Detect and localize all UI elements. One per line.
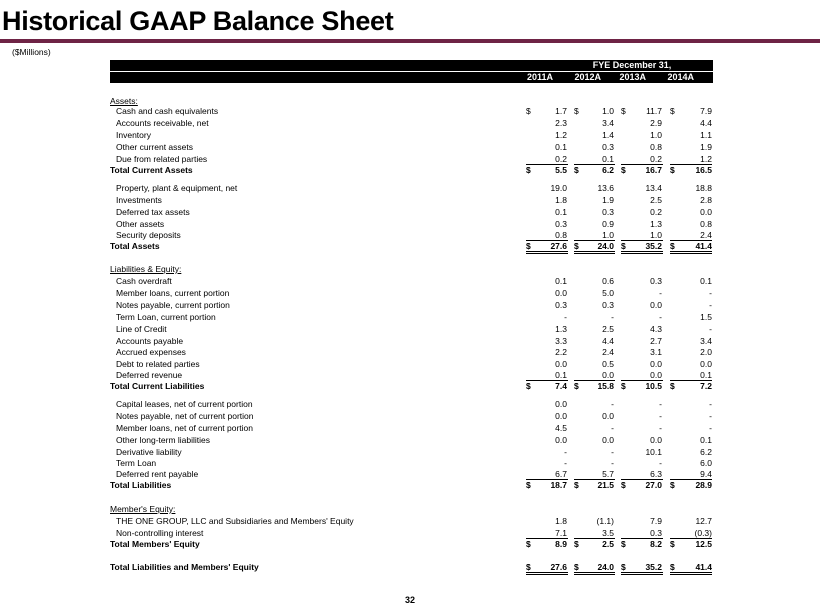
table-row (0, 130, 820, 141)
value-cell-2013A: 11.7 (646, 106, 662, 116)
value-cell-2011A: 1.3 (555, 324, 567, 334)
value-cell-2012A: 2.4 (602, 347, 614, 357)
dollar-sign: $ (526, 241, 531, 251)
value-cell-2014A: 7.9 (700, 106, 712, 116)
row-label: Total Liabilities and Members' Equity (110, 562, 259, 572)
dollar-sign: $ (526, 480, 531, 490)
value-cell-2011A: 2.3 (555, 118, 567, 128)
dollar-sign: $ (526, 106, 531, 116)
value-cell-2011A: - (564, 447, 567, 457)
value-cell-2012A: 1.0 (602, 106, 614, 116)
value-cell-2014A: 0.1 (700, 370, 712, 380)
section-header (0, 504, 820, 515)
value-cell-2012A: 0.5 (602, 359, 614, 369)
value-cell-2012A: 5.0 (602, 288, 614, 298)
table-row (0, 288, 820, 299)
value-cell-2014A: 41.4 (695, 241, 712, 251)
value-cell-2014A: - (709, 399, 712, 409)
table-row (0, 516, 820, 527)
row-label: Term Loan (116, 458, 157, 468)
value-cell-2011A: 4.5 (555, 423, 567, 433)
value-cell-2014A: 16.5 (695, 165, 712, 175)
value-cell-2011A: 0.2 (555, 154, 567, 164)
row-label: Total Current Liabilities (110, 381, 205, 391)
year-header-2014: 2014A (667, 72, 694, 82)
row-label: Deferred revenue (116, 370, 183, 380)
year-header-2013: 2013A (619, 72, 646, 82)
row-label: Accounts receivable, net (116, 118, 209, 128)
table-row (0, 399, 820, 410)
period-header-label: FYE December 31, (592, 60, 672, 70)
value-cell-2013A: 2.7 (650, 336, 662, 346)
row-label: Other long-term liabilities (116, 435, 211, 445)
row-label: Due from related parties (116, 154, 208, 164)
dollar-sign: $ (574, 165, 579, 175)
row-label: Member loans, current portion (116, 288, 230, 298)
value-cell-2014A: 6.0 (700, 458, 712, 468)
row-label: Assets: (110, 96, 138, 106)
value-cell-2014A: 6.2 (700, 447, 712, 457)
table-row (0, 336, 820, 347)
value-cell-2014A: (0.3) (694, 528, 712, 538)
row-label: Total Liabilities (110, 480, 172, 490)
dollar-sign: $ (670, 381, 675, 391)
value-cell-2014A: 2.0 (700, 347, 712, 357)
value-cell-2012A: - (611, 312, 614, 322)
value-cell-2011A: 7.1 (555, 528, 567, 538)
value-cell-2012A: 0.6 (602, 276, 614, 286)
value-cell-2012A: 5.7 (602, 469, 614, 479)
dollar-sign: $ (526, 165, 531, 175)
row-label: Property, plant & equipment, net (116, 183, 238, 193)
value-cell-2011A: 1.2 (555, 130, 567, 140)
year-header-2011: 2011A (526, 72, 553, 82)
dollar-sign: $ (670, 539, 675, 549)
row-label: Cash and cash equivalents (116, 106, 219, 116)
value-cell-2012A: 1.9 (602, 195, 614, 205)
value-cell-2013A: 0.0 (650, 435, 662, 445)
value-cell-2011A: 0.0 (555, 399, 567, 409)
row-label: Notes payable, current portion (116, 300, 230, 310)
value-cell-2013A: 3.1 (650, 347, 662, 357)
value-cell-2013A: 2.5 (650, 195, 662, 205)
section-header (0, 264, 820, 275)
table-row (0, 142, 820, 153)
dollar-sign: $ (526, 562, 531, 572)
row-label: Total Members' Equity (110, 539, 200, 549)
row-label: Other assets (116, 219, 165, 229)
value-cell-2012A: 1.4 (602, 130, 614, 140)
value-cell-2013A: 0.2 (650, 154, 662, 164)
value-cell-2011A: 1.8 (555, 195, 567, 205)
value-cell-2013A: 16.7 (645, 165, 662, 175)
row-label: Deferred rent payable (116, 469, 199, 479)
year-header-2012: 2012A (574, 72, 601, 82)
table-row (0, 219, 820, 230)
value-cell-2011A: 18.7 (550, 480, 567, 490)
value-cell-2011A: 2.2 (555, 347, 567, 357)
value-cell-2014A: 18.8 (695, 183, 712, 193)
value-cell-2011A: 0.1 (555, 142, 567, 152)
value-cell-2014A: 7.2 (700, 381, 712, 391)
value-cell-2014A: - (709, 324, 712, 334)
value-cell-2013A: 27.0 (645, 480, 662, 490)
table-row (0, 324, 820, 335)
value-cell-2014A: 41.4 (695, 562, 712, 572)
dollar-sign: $ (574, 562, 579, 572)
value-cell-2014A: 12.7 (695, 516, 712, 526)
value-cell-2014A: - (709, 288, 712, 298)
dollar-sign: $ (621, 480, 626, 490)
value-cell-2012A: 3.4 (602, 118, 614, 128)
value-cell-2013A: 0.0 (650, 370, 662, 380)
value-cell-2012A: 0.0 (602, 435, 614, 445)
value-cell-2014A: 0.0 (700, 359, 712, 369)
value-cell-2012A: 0.3 (602, 300, 614, 310)
value-cell-2014A: 1.1 (700, 130, 712, 140)
value-cell-2012A: 0.0 (602, 411, 614, 421)
row-label: Total Assets (110, 241, 160, 251)
total-double-rule (621, 572, 663, 575)
dollar-sign: $ (621, 562, 626, 572)
total-double-rule (526, 251, 568, 254)
value-cell-2013A: 1.3 (650, 219, 662, 229)
value-cell-2012A: 24.0 (597, 562, 614, 572)
value-cell-2012A: 24.0 (597, 241, 614, 251)
table-row (0, 458, 820, 469)
value-cell-2012A: 6.2 (602, 165, 614, 175)
value-cell-2011A: 8.9 (555, 539, 567, 549)
row-label: Investments (116, 195, 162, 205)
total-double-rule (574, 251, 615, 254)
value-cell-2013A: 10.5 (645, 381, 662, 391)
value-cell-2014A: 1.2 (700, 154, 712, 164)
page-title: Historical GAAP Balance Sheet (2, 6, 394, 36)
value-cell-2011A: 0.0 (555, 435, 567, 445)
total-row (0, 480, 820, 491)
dollar-sign: $ (621, 241, 626, 251)
table-row (0, 435, 820, 446)
row-label: Other current assets (116, 142, 194, 152)
dollar-sign: $ (621, 106, 626, 116)
value-cell-2012A: 0.9 (602, 219, 614, 229)
value-cell-2011A: - (564, 312, 567, 322)
value-cell-2011A: - (564, 458, 567, 468)
value-cell-2014A: 2.8 (700, 195, 712, 205)
table-row (0, 207, 820, 218)
value-cell-2014A: 1.5 (700, 312, 712, 322)
row-label: THE ONE GROUP, LLC and Subsidiaries and Members' Equity (116, 516, 354, 526)
value-cell-2012A: - (611, 458, 614, 468)
value-cell-2011A: 19.0 (550, 183, 567, 193)
dollar-sign: $ (621, 539, 626, 549)
page-number: 32 (404, 595, 415, 605)
value-cell-2014A: 9.4 (700, 469, 712, 479)
value-cell-2014A: 28.9 (695, 480, 712, 490)
value-cell-2012A: 21.5 (597, 480, 614, 490)
value-cell-2012A: 0.3 (602, 207, 614, 217)
value-cell-2013A: 0.3 (650, 276, 662, 286)
value-cell-2012A: - (611, 447, 614, 457)
value-cell-2011A: 0.1 (555, 276, 567, 286)
value-cell-2013A: 35.2 (645, 241, 662, 251)
value-cell-2013A: - (659, 288, 662, 298)
value-cell-2011A: 0.1 (555, 370, 567, 380)
value-cell-2012A: - (611, 423, 614, 433)
table-row (0, 447, 820, 458)
dollar-sign: $ (621, 165, 626, 175)
units-label: ($Millions) (12, 47, 51, 57)
row-label: Security deposits (116, 230, 181, 240)
table-row (0, 195, 820, 206)
value-cell-2013A: 13.4 (645, 183, 662, 193)
table-row (0, 423, 820, 434)
value-cell-2014A: 0.1 (700, 276, 712, 286)
row-label: Cash overdraft (116, 276, 172, 286)
value-cell-2011A: 0.0 (555, 411, 567, 421)
total-double-rule (670, 572, 712, 575)
total-double-rule (621, 251, 663, 254)
total-row (0, 381, 820, 392)
value-cell-2014A: 2.4 (700, 230, 712, 240)
row-label: Member loans, net of current portion (116, 423, 254, 433)
value-cell-2012A: 3.5 (602, 528, 614, 538)
value-cell-2013A: 8.2 (650, 539, 662, 549)
row-label: Capital leases, net of current portion (116, 399, 253, 409)
value-cell-2011A: 0.0 (555, 359, 567, 369)
value-cell-2013A: - (659, 411, 662, 421)
table-row (0, 276, 820, 287)
table-row (0, 411, 820, 422)
dollar-sign: $ (574, 106, 579, 116)
value-cell-2013A: 35.2 (645, 562, 662, 572)
value-cell-2011A: 7.4 (555, 381, 567, 391)
row-label: Line of Credit (116, 324, 167, 334)
dollar-sign: $ (670, 165, 675, 175)
value-cell-2012A: 2.5 (602, 539, 614, 549)
value-cell-2014A: 12.5 (695, 539, 712, 549)
value-cell-2013A: 4.3 (650, 324, 662, 334)
value-cell-2011A: 3.3 (555, 336, 567, 346)
table-row (0, 359, 820, 370)
value-cell-2011A: 1.7 (555, 106, 567, 116)
row-label: Inventory (116, 130, 151, 140)
dollar-sign: $ (574, 480, 579, 490)
value-cell-2013A: 0.2 (650, 207, 662, 217)
row-label: Accounts payable (116, 336, 184, 346)
table-row (0, 183, 820, 194)
table-row (0, 300, 820, 311)
value-cell-2013A: 2.9 (650, 118, 662, 128)
total-row (0, 539, 820, 550)
value-cell-2012A: 13.6 (597, 183, 614, 193)
total-double-rule (574, 572, 615, 575)
value-cell-2013A: 7.9 (650, 516, 662, 526)
dollar-sign: $ (526, 381, 531, 391)
row-label: Liabilities & Equity: (110, 264, 182, 274)
value-cell-2011A: 1.8 (555, 516, 567, 526)
value-cell-2012A: 4.4 (602, 336, 614, 346)
row-label: Non-controlling interest (116, 528, 204, 538)
value-cell-2013A: 0.0 (650, 300, 662, 310)
value-cell-2012A: 1.0 (602, 230, 614, 240)
row-label: Accrued expenses (116, 347, 186, 357)
value-cell-2014A: 0.1 (700, 435, 712, 445)
value-cell-2011A: 0.3 (555, 219, 567, 229)
value-cell-2011A: 0.1 (555, 207, 567, 217)
value-cell-2011A: 27.6 (550, 562, 567, 572)
value-cell-2014A: 4.4 (700, 118, 712, 128)
dollar-sign: $ (670, 562, 675, 572)
value-cell-2011A: 0.8 (555, 230, 567, 240)
value-cell-2013A: 10.1 (645, 447, 662, 457)
value-cell-2014A: - (709, 411, 712, 421)
value-cell-2012A: 0.0 (602, 370, 614, 380)
value-cell-2014A: - (709, 300, 712, 310)
row-label: Deferred tax assets (116, 207, 190, 217)
value-cell-2011A: 6.7 (555, 469, 567, 479)
value-cell-2013A: - (659, 312, 662, 322)
value-cell-2013A: 6.3 (650, 469, 662, 479)
value-cell-2011A: 27.6 (550, 241, 567, 251)
value-cell-2014A: - (709, 423, 712, 433)
row-label: Notes payable, net of current portion (116, 411, 254, 421)
table-row (0, 312, 820, 323)
dollar-sign: $ (670, 480, 675, 490)
dollar-sign: $ (670, 241, 675, 251)
value-cell-2013A: 0.3 (650, 528, 662, 538)
row-label: Derivative liability (116, 447, 182, 457)
row-label: Total Current Assets (110, 165, 193, 175)
value-cell-2013A: 0.0 (650, 359, 662, 369)
value-cell-2011A: 0.0 (555, 288, 567, 298)
value-cell-2014A: 0.0 (700, 207, 712, 217)
table-row (0, 347, 820, 358)
total-row (0, 165, 820, 176)
value-cell-2014A: 1.9 (700, 142, 712, 152)
table-row (0, 106, 820, 117)
value-cell-2012A: 0.1 (602, 154, 614, 164)
dollar-sign: $ (574, 241, 579, 251)
value-cell-2012A: - (611, 399, 614, 409)
value-cell-2013A: - (659, 399, 662, 409)
total-double-rule (526, 572, 568, 575)
value-cell-2012A: 0.3 (602, 142, 614, 152)
value-cell-2014A: 0.8 (700, 219, 712, 229)
value-cell-2011A: 0.3 (555, 300, 567, 310)
value-cell-2013A: 1.0 (650, 130, 662, 140)
total-double-rule (670, 251, 712, 254)
value-cell-2013A: - (659, 458, 662, 468)
dollar-sign: $ (526, 539, 531, 549)
table-row (0, 118, 820, 129)
row-label: Term Loan, current portion (116, 312, 216, 322)
value-cell-2012A: (1.1) (596, 516, 614, 526)
value-cell-2013A: 1.0 (650, 230, 662, 240)
value-cell-2013A: 0.8 (650, 142, 662, 152)
dollar-sign: $ (621, 381, 626, 391)
value-cell-2013A: - (659, 423, 662, 433)
row-label: Member's Equity: (110, 504, 176, 514)
value-cell-2014A: 3.4 (700, 336, 712, 346)
value-cell-2012A: 2.5 (602, 324, 614, 334)
dollar-sign: $ (574, 539, 579, 549)
value-cell-2011A: 5.5 (555, 165, 567, 175)
row-label: Debt to related parties (116, 359, 200, 369)
dollar-sign: $ (574, 381, 579, 391)
dollar-sign: $ (670, 106, 675, 116)
value-cell-2012A: 15.8 (597, 381, 614, 391)
